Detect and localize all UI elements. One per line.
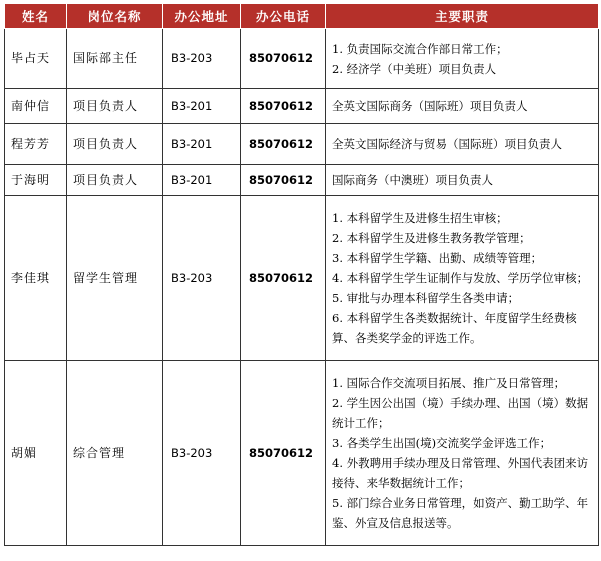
duty-item: 6. 本科留学生各类数据统计、年度留学生经费核算、各类奖学金的评选工作。 [332,311,577,345]
staff-phone: 85070612 [241,89,326,124]
staff-position: 留学生管理 [67,196,163,361]
header-room: 办公地址 [163,4,241,29]
duty-item: 2. 本科留学生及进修生教务教学管理； [332,231,531,245]
duty-item: 5. 部门综合业务日常管理，如资产、勤工助学、年鉴、外宣及信息报送等。 [332,496,589,530]
table-row [5,89,599,124]
staff-room: B3-203 [163,196,241,361]
duty-item: 3. 各类学生出国(境)交流奖学金评选工作； [332,436,552,450]
staff-name: 胡媚 [5,361,67,546]
duty-item: 5. 审批与办理本科留学生各类申请； [332,291,520,305]
staff-position: 项目负责人 [67,124,163,165]
duty-item: 1. 本科留学生及进修生招生审核； [332,211,508,225]
staff-name: 于海明 [5,165,67,196]
staff-duties [326,361,599,546]
table-row [5,165,599,196]
header-duties: 主要职责 [326,4,599,29]
staff-room: B3-201 [163,165,241,196]
header-name: 姓名 [5,4,67,29]
staff-position: 综合管理 [67,361,163,546]
staff-name: 程芳芳 [5,124,67,165]
table-row [5,196,599,361]
staff-phone: 85070612 [241,361,326,546]
staff-phone: 85070612 [241,165,326,196]
staff-directory-table [4,3,599,546]
header-phone: 办公电话 [241,4,326,29]
staff-duties [326,124,599,165]
table-row [5,124,599,165]
staff-duties [326,29,599,89]
staff-room: B3-201 [163,89,241,124]
duty-item: 4. 外教聘用手续办理及日常管理、外国代表团来访接待、来华数据统计工作； [332,456,589,490]
duty-item: 3. 本科留学生学籍、出勤、成绩等管理； [332,251,543,265]
staff-room: B3-203 [163,361,241,546]
staff-room: B3-203 [163,29,241,89]
staff-position: 国际部主任 [67,29,163,89]
staff-position: 项目负责人 [67,165,163,196]
staff-duties [326,196,599,361]
staff-duties [326,165,599,196]
staff-phone: 85070612 [241,29,326,89]
duty-item: 2. 学生因公出国（境）手续办理、出国（境）数据统计工作； [332,396,589,430]
staff-phone: 85070612 [241,124,326,165]
header-position: 岗位名称 [67,4,163,29]
staff-phone: 85070612 [241,196,326,361]
header-row [5,4,599,29]
staff-position: 项目负责人 [67,89,163,124]
staff-name: 南仲信 [5,89,67,124]
staff-duties [326,89,599,124]
duty-item: 全英文国际商务（国际班）项目负责人 [332,99,528,113]
duty-item: 2. 经济学（中美班）项目负责人 [332,61,497,76]
duty-item: 1. 国际合作交流项目拓展、推广及日常管理； [332,376,566,390]
table-row [5,361,599,546]
staff-name: 毕占天 [5,29,67,89]
table-row [5,29,599,89]
duty-item: 4. 本科留学生学生证制作与发放、学历学位审核； [332,271,589,285]
staff-room: B3-201 [163,124,241,165]
duty-item: 国际商务（中澳班）项目负责人 [332,173,493,187]
duty-item: 1. 负责国际交流合作部日常工作； [332,41,508,56]
staff-name: 李佳琪 [5,196,67,361]
duty-item: 全英文国际经济与贸易（国际班）项目负责人 [332,137,562,151]
